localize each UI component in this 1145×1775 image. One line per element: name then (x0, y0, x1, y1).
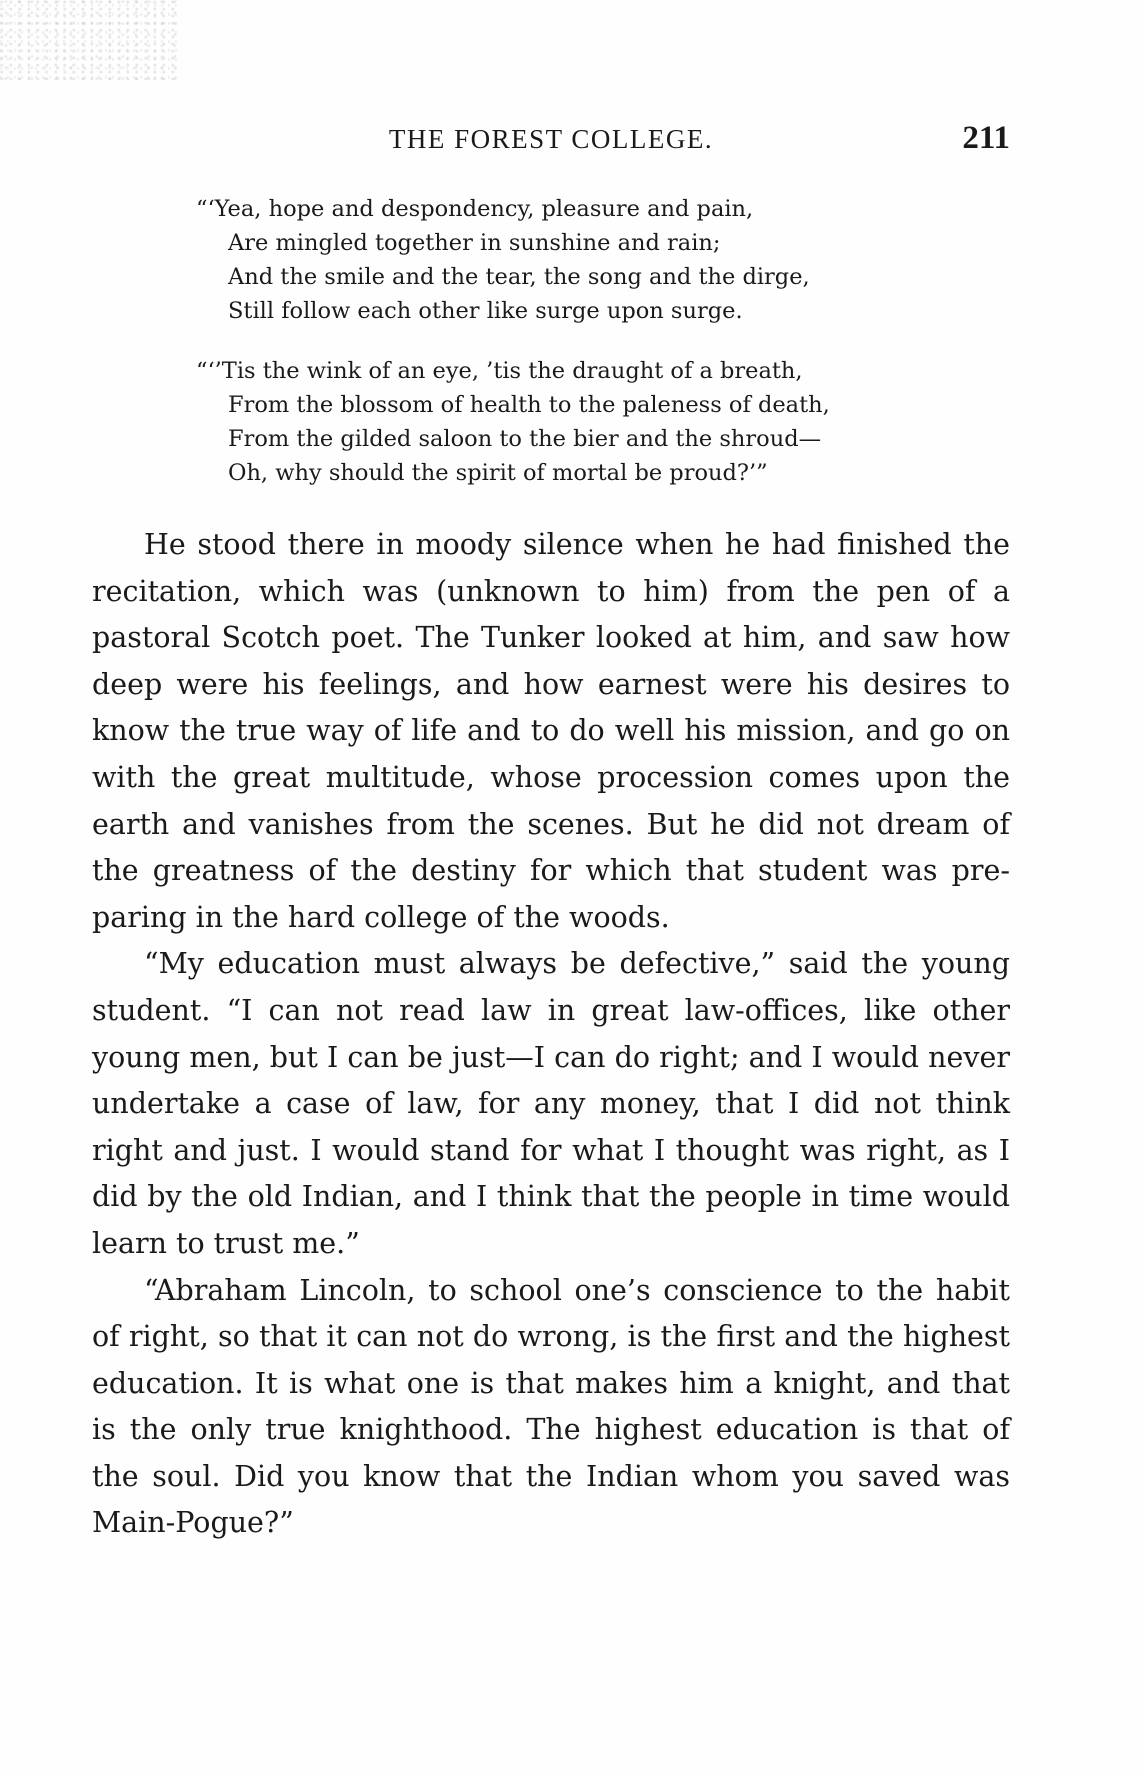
poem-line: From the gilded saloon to the bier and the shroud— (228, 426, 822, 452)
paper-stain (0, 0, 180, 80)
poem-line: Are mingled together in sunshine and rain; (228, 230, 721, 256)
paragraph: He stood there in moody silence when he had finished the recitation, which was (unknown to him) from the pen of a pastoral Scotch poet. The Tunker looked at him, and saw how deep were his feelings, and how earnest were his desires to know the true way of life and to do well his mission, and go on with the great multitude, whose procession comes upon the earth and vanishes from the scenes. But he did not dream of the greatness of the destiny for which that student was preparing in the hard college of the woods. (92, 528, 1010, 934)
poem-line: And the smile and the tear, the song and the dirge, (228, 264, 810, 290)
paragraph: “My education must always be defective,” said the young student. “I can not read law in great law-offices, like other young men, but I can be just—I can do right; and I would never undertake a case of law, for any money, that I did not think right and just. I would stand for what I thought was right, as I did by the old Indian, and I think that the people in time would learn to trust me.” (92, 947, 1010, 1260)
poem-line: “‘’Tis the wink of an eye, ’tis the draught of a breath, (196, 358, 803, 384)
running-head: THE FOREST COLLEGE. (388, 124, 714, 154)
poem-line: “‘Yea, hope and despondency, pleasure and pain, (196, 196, 754, 222)
poem-line: From the blossom of health to the paleness of death, (228, 392, 830, 418)
page-number: 211 (962, 120, 1010, 156)
poem-stanza-2 (196, 354, 956, 490)
poem-line: Oh, why should the spirit of mortal be proud?’” (228, 460, 768, 486)
page-header (92, 120, 1010, 160)
paragraph: “Abraham Lincoln, to school one’s conscience to the habit of right, so that it can not do wrong, is the first and the highest education. It is what one is that makes him a knight, and that is the only true knighthood. The highest education is that of the soul. Did you know that the Indian whom you saved was Main-Pogue?” (92, 1273, 1010, 1540)
poem-line: Still follow each other like surge upon surge. (228, 298, 743, 324)
body-text (92, 522, 1010, 1547)
poem-stanza-1 (196, 192, 956, 328)
